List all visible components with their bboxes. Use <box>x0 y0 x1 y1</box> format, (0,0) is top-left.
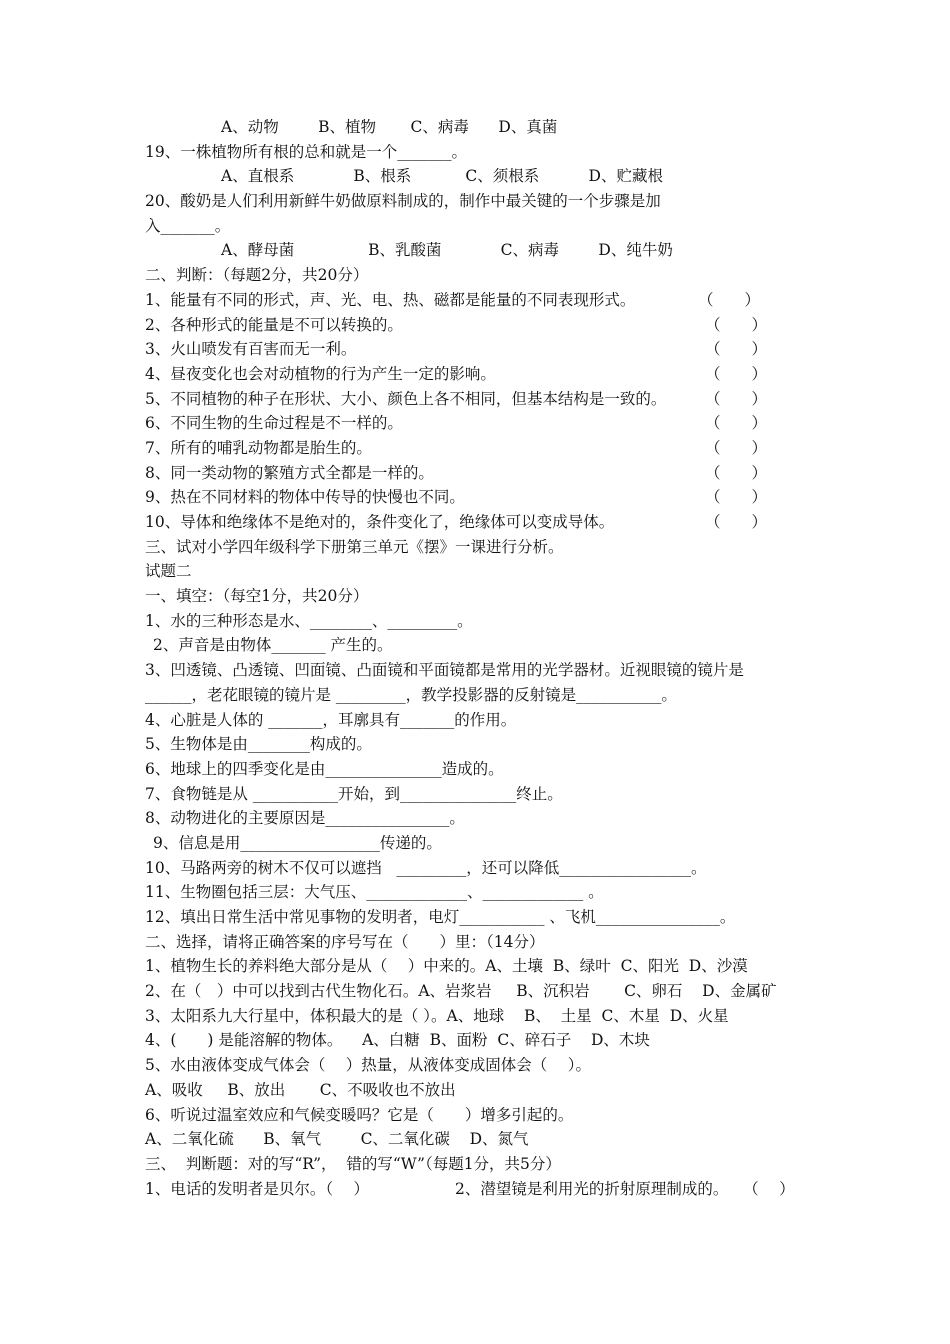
exam-line <box>145 164 825 189</box>
exam-line <box>145 806 825 831</box>
exam-line <box>145 683 825 708</box>
line-text: 8、动物进化的主要原因是________________。 <box>145 809 465 828</box>
line-text: 9、信息是用__________________传递的。 <box>153 833 442 852</box>
line-text: A、酵母菌 B、乳酸菌 C、病毒 D、纯牛奶 <box>221 241 673 260</box>
line-text: 20、酸奶是人们利用新鲜牛奶做原料制成的，制作中最关键的一个步骤是加 <box>145 192 661 211</box>
exam-line <box>145 263 825 288</box>
line-text: ______，老花眼镜的镜片是 _________，教学投影器的反射镜是___________。 <box>145 685 677 704</box>
exam-line <box>145 189 825 214</box>
exam-line <box>145 115 825 140</box>
exam-line <box>145 411 825 436</box>
exam-line <box>145 1004 825 1029</box>
exam-line <box>145 214 825 239</box>
line-text: 3、太阳系九大行星中，体积最大的是（ ）。A、地球 B、 土星 C、木星 D、火星 <box>145 1006 729 1025</box>
exam-line <box>145 362 825 387</box>
exam-line <box>145 979 825 1004</box>
exam-line <box>145 732 825 757</box>
exam-line <box>145 535 825 560</box>
exam-line <box>145 831 825 856</box>
line-text: 10、导体和绝缘体不是绝对的，条件变化了，绝缘体可以变成导体。 <box>145 513 615 531</box>
line-text: 8、同一类动物的繁殖方式全都是一样的。 <box>145 463 434 482</box>
answer-parentheses: （ ） <box>698 290 761 309</box>
line-text: 7、所有的哺乳动物都是胎生的。 <box>145 438 372 457</box>
line-right-question: 2、潜望镜是利用光的折射原理制成的。 （ ） <box>455 1179 795 1198</box>
exam-line <box>145 510 825 535</box>
answer-parentheses: （ ） <box>705 315 768 334</box>
exam-line <box>145 337 825 362</box>
exam-line <box>145 559 825 584</box>
line-text: 1、植物生长的养料绝大部分是从（ ）中来的。A、土壤 B、绿叶 C、阳光 D、沙漠 <box>145 957 748 976</box>
exam-line <box>145 880 825 905</box>
exam-line <box>145 1028 825 1053</box>
line-text: 1、能量有不同的形式，声、光、电、热、磁都是能量的不同表现形式。 <box>145 290 636 309</box>
line-text: 6、不同生物的生命过程是不一样的。 <box>145 414 403 433</box>
exam-line <box>145 387 825 412</box>
line-text: 9、热在不同材料的物体中传导的快慢也不同。 <box>145 488 465 507</box>
line-text: A、动物 B、植物 C、病毒 D、真菌 <box>221 118 558 136</box>
exam-line <box>145 1053 825 1078</box>
line-text: 一、填空：（每空1分，共20分） <box>145 587 369 606</box>
answer-parentheses: （ ） <box>705 364 768 383</box>
exam-line <box>145 1177 825 1202</box>
line-text: 试题二 <box>145 562 192 581</box>
exam-line <box>145 658 825 683</box>
exam-line <box>145 461 825 486</box>
line-text: 二、选择，请将正确答案的序号写在（ ）里：（14分） <box>145 932 545 951</box>
exam-line <box>145 485 825 510</box>
line-text: A、吸收 B、放出 C、不吸收也不放出 <box>145 1080 456 1099</box>
line-text: 7、食物链是从 ___________开始，到_______________终止。 <box>145 784 563 803</box>
line-text: 19、一株植物所有根的总和就是一个_______。 <box>145 142 467 161</box>
exam-line <box>145 313 825 338</box>
answer-parentheses: （ ） <box>705 414 768 433</box>
line-text: 5、水由液体变成气体会（ ）热量，从液体变成固体会（ ）。 <box>145 1056 591 1075</box>
answer-parentheses: （ ） <box>705 438 768 457</box>
exam-line <box>145 238 825 263</box>
exam-line <box>145 757 825 782</box>
line-text: 1、电话的发明者是贝尔。（ ） <box>145 1179 370 1198</box>
exam-line <box>145 856 825 881</box>
line-text: A、二氧化硫 B、氧气 C、二氧化碳 D、氮气 <box>145 1130 529 1149</box>
exam-line <box>145 782 825 807</box>
line-text: 12、填出日常生活中常见事物的发明者，电灯___________ 、飞机________________。 <box>145 908 736 926</box>
line-text: 4、心脏是人体的 _______，耳廓具有_______的作用。 <box>145 710 517 729</box>
line-text: 6、听说过温室效应和气候变暖吗？它是（ ）增多引起的。 <box>145 1105 574 1124</box>
answer-parentheses: （ ） <box>705 389 768 408</box>
exam-line <box>145 633 825 658</box>
line-text: A、直根系 B、根系 C、须根系 D、贮藏根 <box>221 167 663 186</box>
line-text: 4、昼夜变化也会对动植物的行为产生一定的影响。 <box>145 364 496 383</box>
answer-parentheses: （ ） <box>705 463 768 482</box>
exam-line <box>145 708 825 733</box>
line-text: 6、地球上的四季变化是由_______________造成的。 <box>145 759 504 778</box>
exam-line <box>145 905 825 930</box>
exam-line <box>145 288 825 313</box>
line-text: 1、水的三种形态是水、________、_________。 <box>145 611 473 630</box>
line-text: 二、判断：（每题2分，共20分） <box>145 266 369 285</box>
line-text: 入_______。 <box>145 216 231 235</box>
line-text: 2、声音是由物体_______ 产生的。 <box>153 636 393 655</box>
exam-line <box>145 1078 825 1103</box>
exam-line <box>145 1127 825 1152</box>
exam-line <box>145 930 825 955</box>
line-text: 4、( ) 是能溶解的物体。 A、白糖 B、面粉 C、碎石子 D、木块 <box>145 1031 650 1050</box>
line-text: 3、火山喷发有百害而无一利。 <box>145 340 357 359</box>
line-text: 三、试对小学四年级科学下册第三单元《摆》一课进行分析。 <box>145 537 564 556</box>
line-text: 11、生物圈包括三层：大气压、_____________、_____________ 。 <box>145 883 604 902</box>
exam-line <box>145 584 825 609</box>
line-text: 2、在（ ）中可以找到古代生物化石。A、岩浆岩 B、沉积岩 C、卵石 D、金属矿 <box>145 982 777 1001</box>
exam-line <box>145 954 825 979</box>
line-text: 5、生物体是由________构成的。 <box>145 735 372 754</box>
answer-parentheses: （ ） <box>705 488 768 507</box>
exam-line <box>145 436 825 461</box>
exam-line <box>145 609 825 634</box>
line-text: 2、各种形式的能量是不可以转换的。 <box>145 315 403 334</box>
exam-line <box>145 1103 825 1128</box>
answer-parentheses: （ ） <box>705 513 768 531</box>
line-text: 3、凹透镜、凸透镜、凹面镜、凸面镜和平面镜都是常用的光学器材。近视眼镜的镜片是 <box>145 661 744 680</box>
exam-content <box>145 115 825 1201</box>
exam-line <box>145 140 825 165</box>
line-text: 5、不同植物的种子在形状、大小、颜色上各不相同，但基本结构是一致的。 <box>145 389 667 408</box>
line-text: 三、 判断题：对的写“R”， 错的写“W”（每题1分，共5分） <box>145 1154 561 1173</box>
answer-parentheses: （ ） <box>705 340 768 359</box>
line-text: 10、马路两旁的树木不仅可以遮挡 _________，还可以降低_________________。 <box>145 858 707 877</box>
exam-line <box>145 1152 825 1177</box>
